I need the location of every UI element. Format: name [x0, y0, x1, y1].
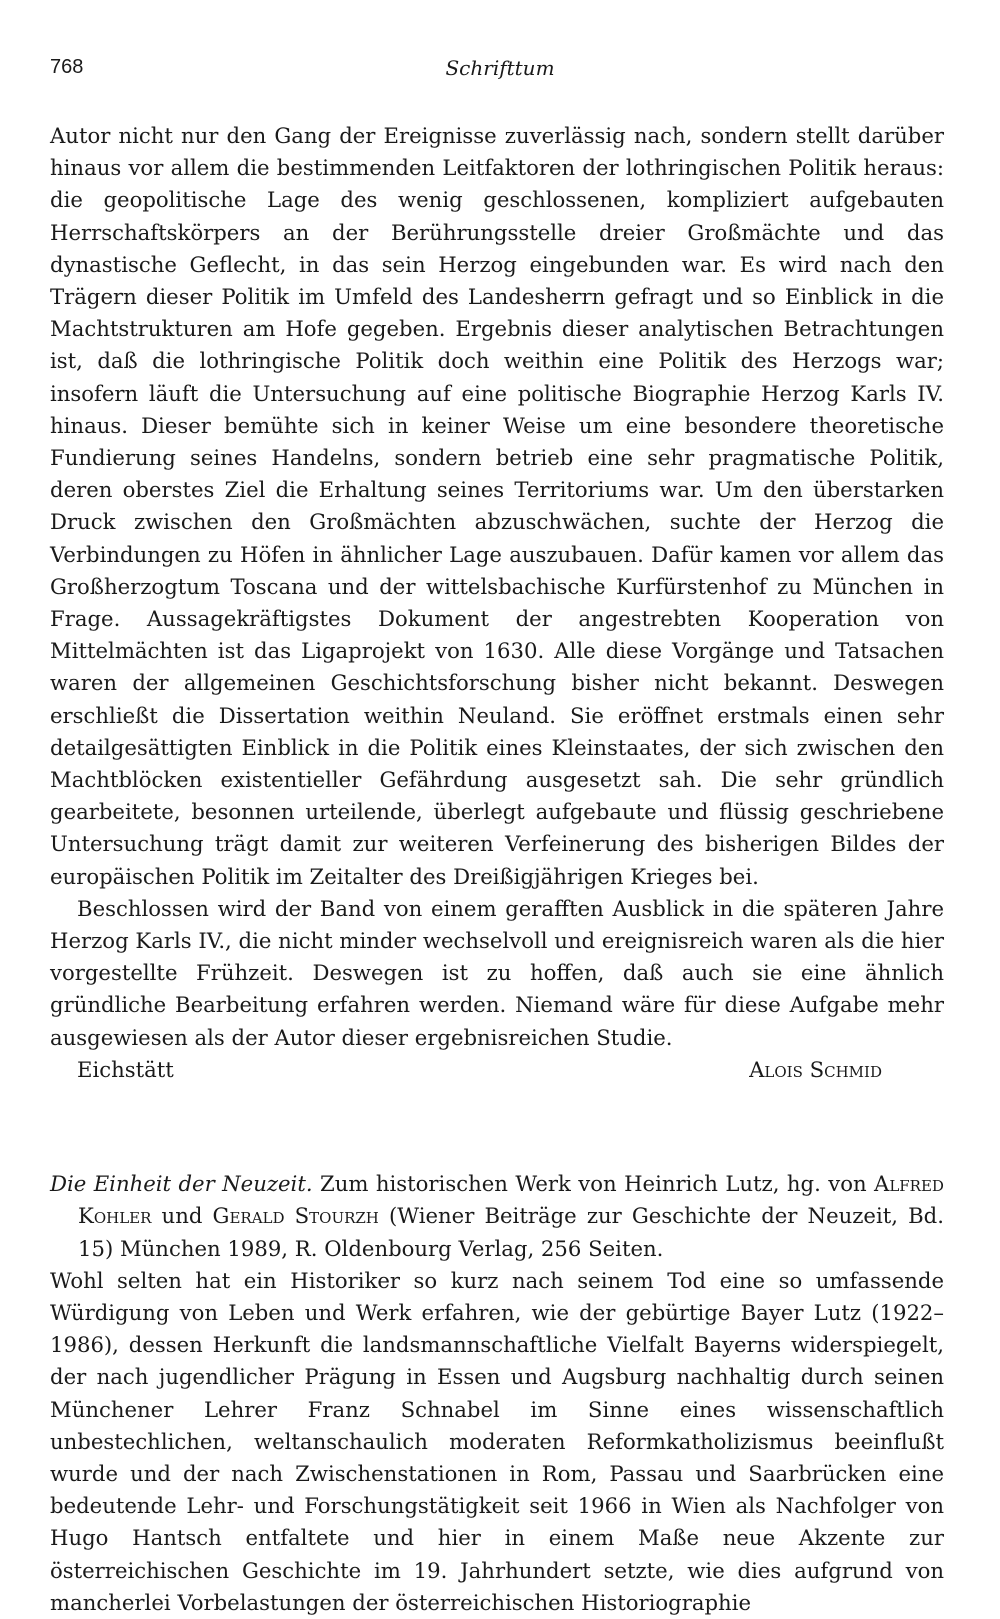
editor-2: Gerald Stourzh: [212, 1203, 379, 1229]
section-gap: [50, 1086, 944, 1168]
running-title: Schrifttum: [445, 56, 555, 80]
book-subtitle: Zum historischen Werk von Heinrich Lutz, hg. von: [320, 1171, 867, 1197]
review-1-paragraph-1: Autor nicht nur den Gang der Ereignisse zuverlässig nach, sondern stellt darüber hinaus vor allem die bestimmenden Leitfaktoren der lothringischen Politik heraus: die geopolitische Lage des wenig geschlossenen, kompliziert aufgebauten Herrschaftskörpers an der Berührungsstelle dreier Großmächte und das dynastische Geflecht, in das sein Herzog eingebunden war. Es wird nach den Trägern dieser Politik im Umfeld des Landesherrn gefragt und so Einblick in die Machtstrukturen am Hofe gegeben. Ergebnis dieser analytischen Betrachtungen ist, daß die lothringische Politik doch weithin eine Politik des Herzogs war; insofern läuft die Untersuchung auf eine politische Biographie Herzog Karls IV. hinaus. Dieser bemühte sich in keiner Weise um eine besondere theoretische Fundierung seines Handelns, sondern betrieb eine sehr pragmatische Politik, deren oberstes Ziel die Erhaltung seines Territoriums war. Um den überstarken Druck zwischen den Großmächten abzuschwächen, suchte der Herzog die Verbindungen zu Höfen in ähnlicher Lage auszubauen. Dafür kamen vor allem das Großherzogtum Toscana und der wittelsbachische Kurfürstenhof zu München in Frage. Aussagekräftigstes Dokument der angestrebten Kooperation von Mittelmächten ist das Ligaprojekt von 1630. Alle diese Vorgänge und Tatsachen waren der allgemeinen Geschichtsforschung bisher nicht bekannt. Deswegen erschließt die Dissertation weithin Neuland. Sie eröffnet erstmals einen sehr detailgesättigten Einblick in die Politik eines Kleinstaates, der sich zwischen den Machtblöcken existentieller Gefährdung ausgesetzt sah. Die sehr gründlich gearbeitete, besonnen urteilende, überlegt aufgebaute und flüssig geschriebene Untersuchung trägt damit zur weiteren Verfeinerung des bisherigen Bildes der europäischen Politik im Zeitalter des Dreißigjährigen Krieges bei.: [50, 123, 944, 889]
bibliographic-entry: [50, 1168, 944, 1265]
reviewer-name: Alois Schmid: [749, 1056, 882, 1082]
page-body: [50, 120, 944, 1619]
review-place: Eichstätt: [77, 1056, 174, 1082]
editor-1: Alfred Kohler: [78, 1171, 944, 1229]
series-info: (Wiener Beiträge zur Geschichte der Neuzeit, Bd. 15) München 1989, R. Oldenbourg Verlag, 256 Seiten.: [78, 1203, 944, 1261]
review-2-paragraph-1: Wohl selten hat ein Historiker so kurz nach seinem Tod eine so umfassende Würdigung von Leben und Werk erfahren, wie der gebürtige Bayer Lutz (1922–1986), dessen Herkunft die landsmannschaftliche Vielfalt Bayerns widerspiegelt, der nach jugendlicher Prägung in Essen und Augsburg nachhaltig durch seinen Münchener Lehrer Franz Schnabel im Sinne eines wissenschaftlich unbestechlichen, weltanschaulich moderaten Reformkatholizismus beeinflußt wurde und der nach Zwischenstationen in Rom, Passau und Saarbrücken eine bedeutende Lehr- und Forschungstätigkeit seit 1966 in Wien als Nachfolger von Hugo Hantsch entfaltete und hier in einem Maße neue Akzente zur österreichischen Geschichte im 19. Jahrhundert setzte, wie dies aufgrund von mancherlei Vorbelastungen der österreichischen Historiographie: [50, 1267, 944, 1615]
review-2: [50, 1168, 944, 1619]
review-1-paragraph-2: Beschlossen wird der Band von einem gerafften Ausblick in die späteren Jahre Herzog Karls IV., die nicht minder wechselvoll und ereignisreich waren als die hier vorgestellte Frühzeit. Deswegen ist zu hoffen, daß auch sie eine ähnlich gründliche Bearbeitung erfahren werden. Niemand wäre für diese Aufgabe mehr ausgewiesen als der Autor dieser ergebnisreichen Studie.: [50, 895, 944, 1050]
page-header: [50, 56, 950, 86]
page-number: 768: [50, 56, 84, 78]
book-title: Die Einheit der Neuzeit.: [50, 1171, 313, 1197]
review-1: [50, 120, 944, 1086]
review-1-signature: [50, 1054, 944, 1086]
editor-conjunction: und: [161, 1203, 203, 1229]
